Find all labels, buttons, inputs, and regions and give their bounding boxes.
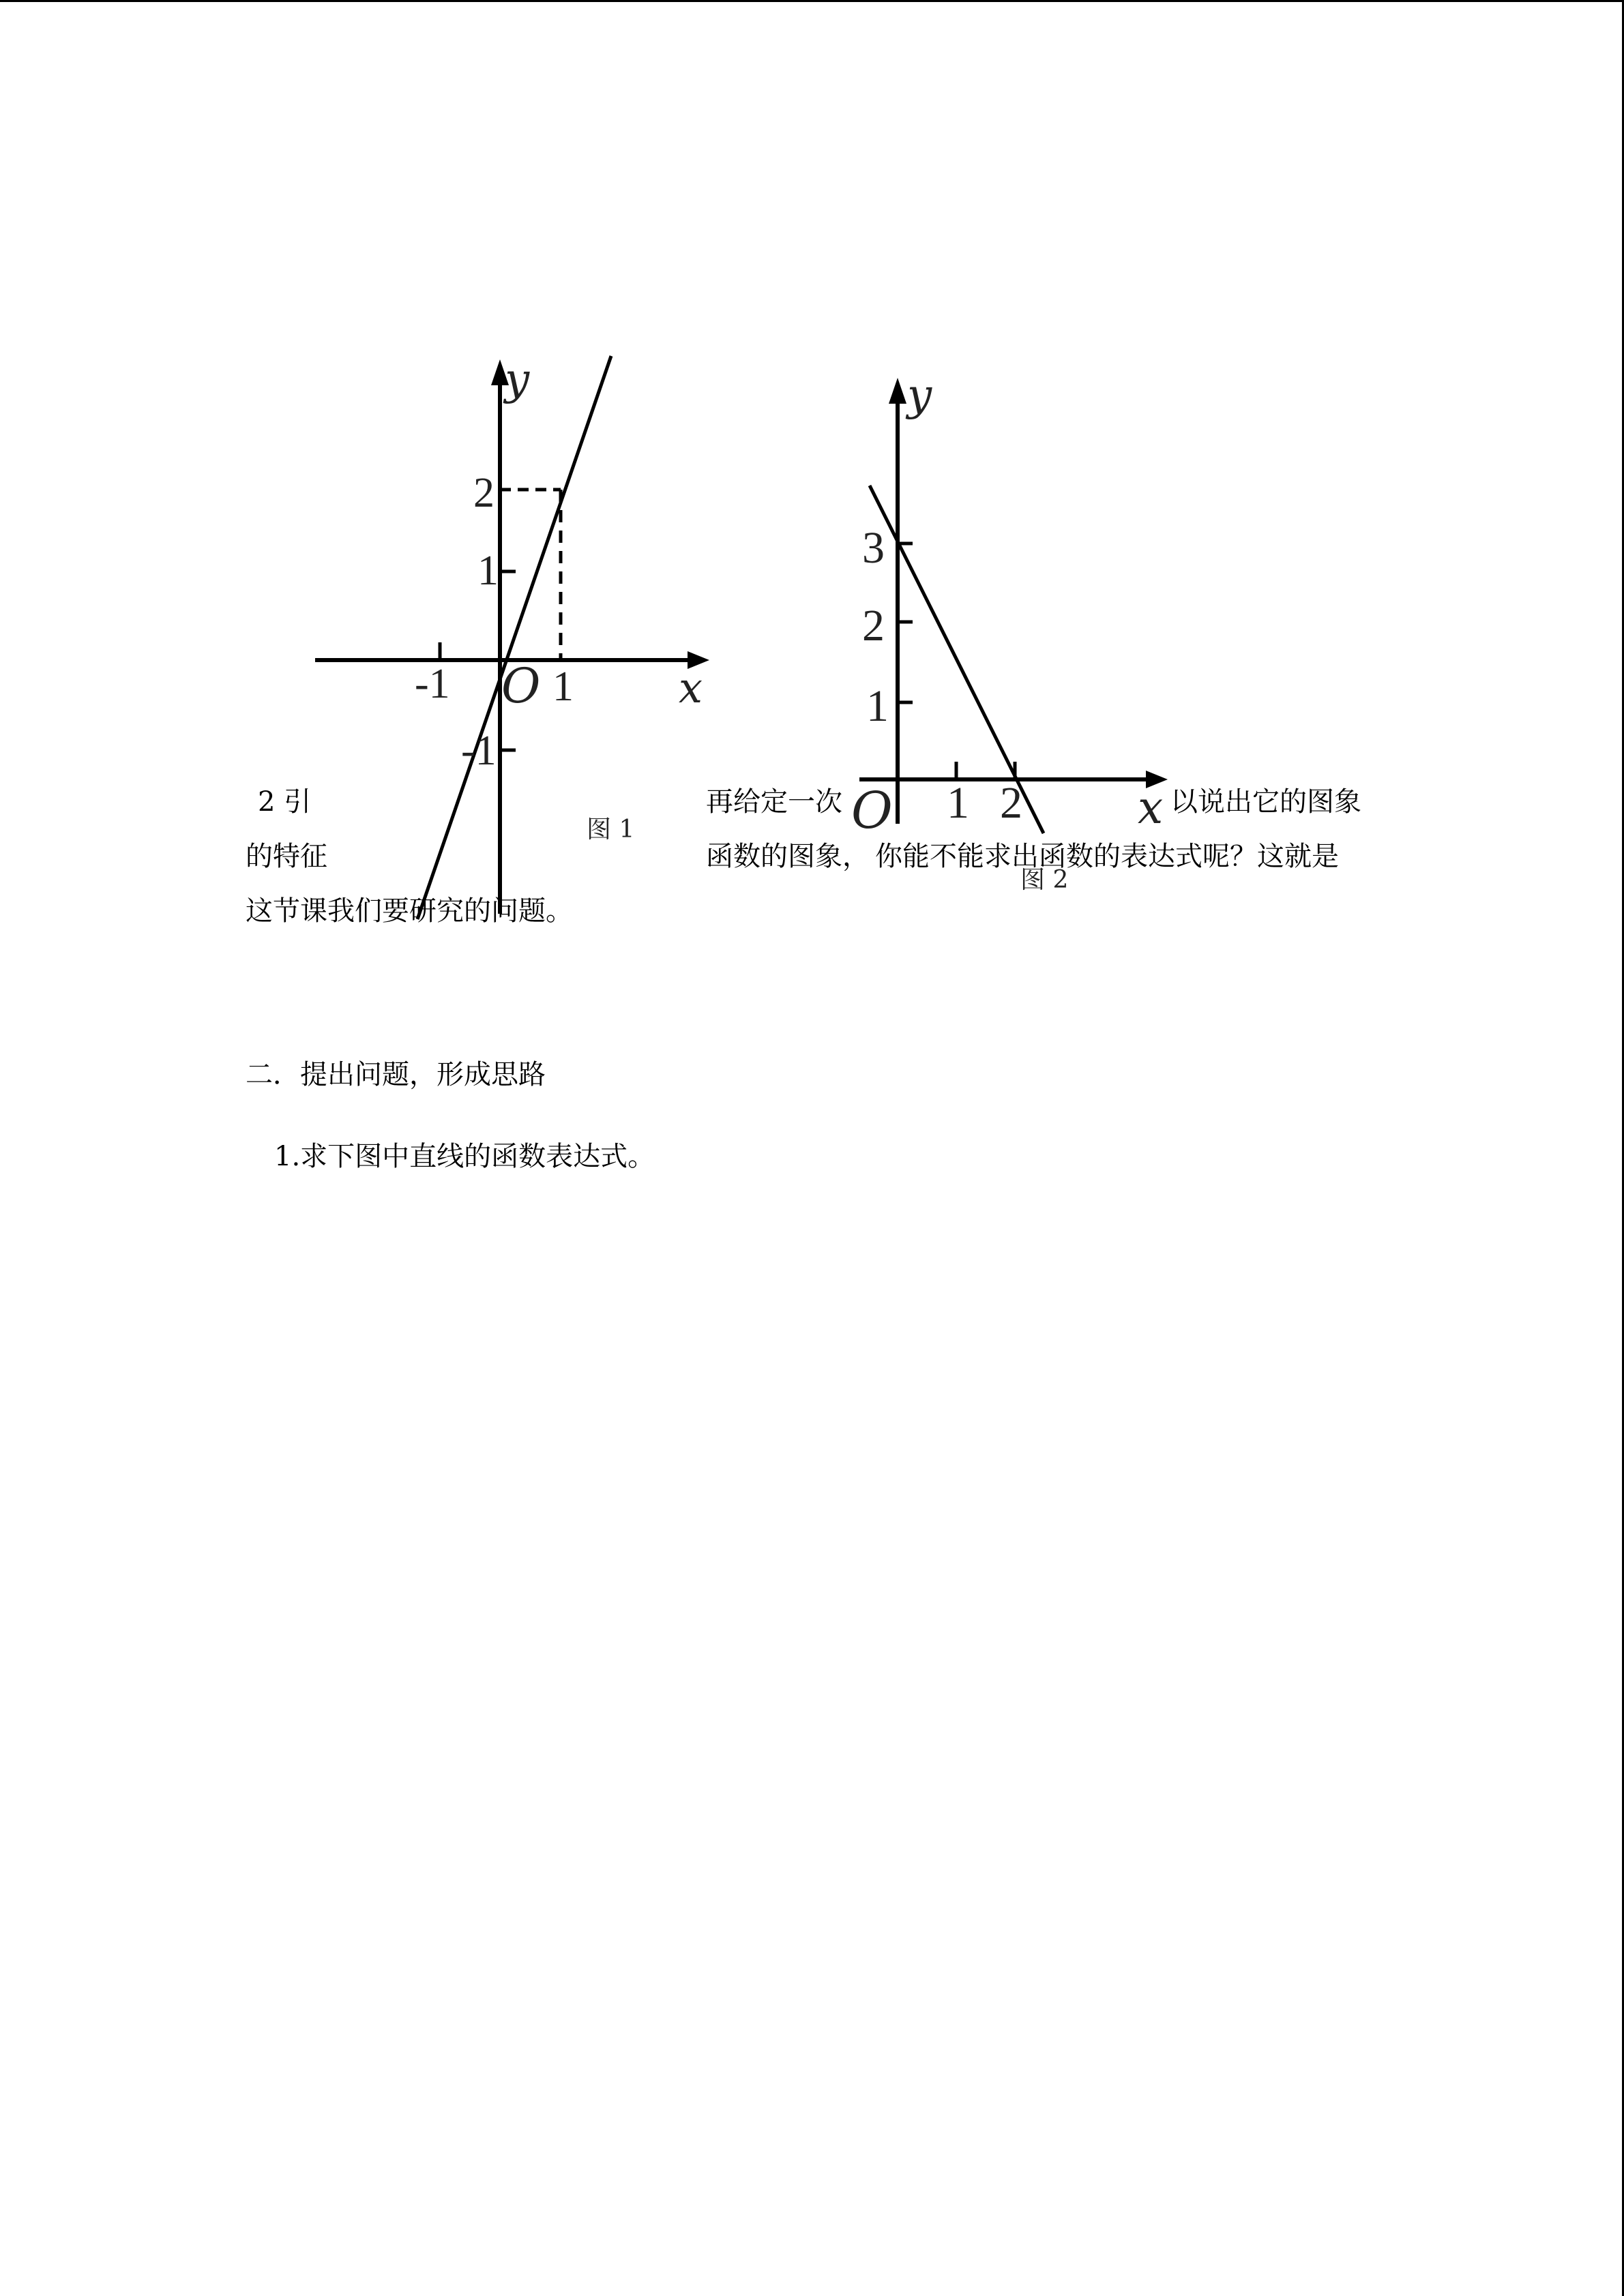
- paragraph-line3: 这节课我们要研究的问题。: [246, 895, 573, 927]
- question-1: 1.求下图中直线的函数表达式。: [274, 1141, 655, 1172]
- figure-1-y-label: y: [505, 355, 530, 405]
- figure-2-x-tick-1: 1: [947, 778, 969, 828]
- figure-2-origin-label: O: [851, 781, 893, 840]
- figure-2-x-tick-2: 2: [1000, 778, 1022, 828]
- paragraph-line1-start: 2 引: [258, 786, 312, 818]
- figure-2-caption: 图 2: [1020, 866, 1069, 894]
- figure-1-y-tick-2: 2: [473, 470, 494, 516]
- paragraph-line2-start: 的特征: [246, 841, 327, 872]
- paragraph-line2-end: 你能不能求出函数的表达式呢？这就是: [875, 841, 1339, 872]
- figure-2-x-label: x: [1138, 781, 1164, 834]
- figure-2-y-tick-2: 2: [862, 601, 885, 651]
- figure-1-y-tick-neg1: -1: [461, 728, 497, 774]
- section-heading: 二．提出问题，形成思路: [246, 1059, 546, 1090]
- paragraph-line2-middle: 函数的图象，: [706, 841, 870, 872]
- paragraph-line1-end: 以说出它的图象: [1170, 786, 1361, 818]
- figure-1-x-label: x: [679, 663, 703, 713]
- figure-1-caption: 图 1: [587, 816, 635, 844]
- figure-2-y-label: y: [907, 370, 932, 421]
- figure-1-x-tick-neg1: -1: [415, 661, 450, 707]
- figure-2-y-tick-1: 1: [866, 681, 889, 731]
- figure-1-origin-label: O: [501, 658, 541, 714]
- figure-2-y-tick-3: 3: [862, 523, 885, 573]
- paragraph-line1-middle: 再给定一次: [706, 786, 842, 818]
- figure-1-x-tick-1: 1: [552, 664, 574, 710]
- figure-1-y-tick-1: 1: [477, 548, 499, 594]
